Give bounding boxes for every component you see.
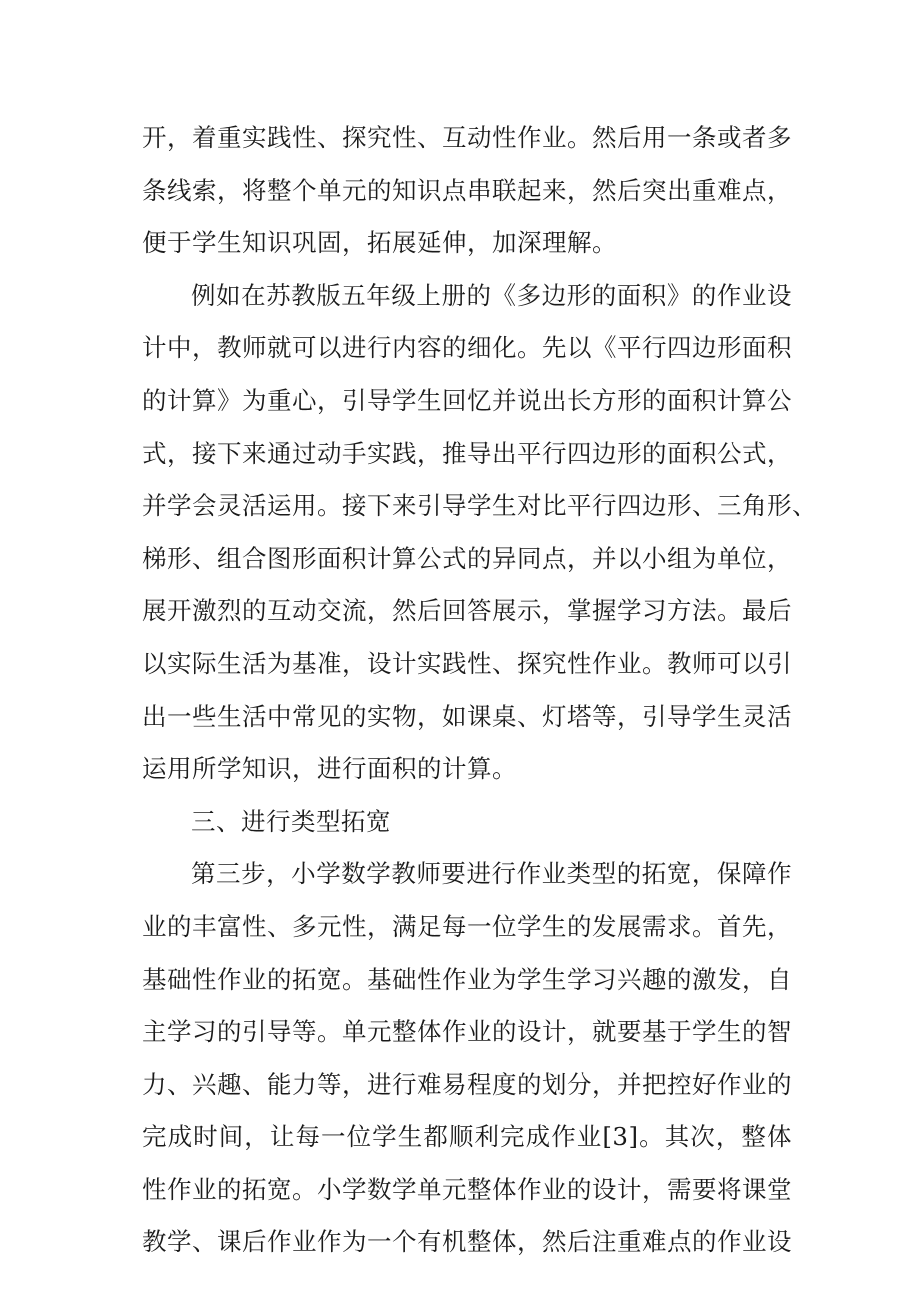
section-heading xyxy=(142,796,792,849)
text-line: 例如在苏教版五年级上册的《多边形的面积》的作业设 xyxy=(191,280,792,310)
text-line: 条线索，将整个单元的知识点串联起来，然后突出重难点， xyxy=(142,175,792,205)
text-line: 教学、课后作业作为一个有机整体，然后注重难点的作业设 xyxy=(142,1227,792,1257)
text-line: 力、兴趣、能力等，进行难易程度的划分，并把控好作业的 xyxy=(142,1069,792,1099)
paragraph-step-three xyxy=(142,848,792,1269)
text-line: 业的丰富性、多元性，满足每一位学生的发展需求。首先， xyxy=(142,911,792,941)
text-line: 开，着重实践性、探究性、互动性作业。然后用一条或者多 xyxy=(142,123,792,152)
text-line: 第三步，小学数学教师要进行作业类型的拓宽，保障作 xyxy=(191,859,792,889)
text-line: 并学会灵活运用。接下来引导学生对比平行四边形、三角形、 xyxy=(142,491,817,521)
document-body xyxy=(142,112,817,1269)
section-heading-text: 三、进行类型拓宽 xyxy=(191,806,391,836)
paragraph-continuation xyxy=(142,112,792,270)
text-line: 基础性作业的拓宽。基础性作业为学生学习兴趣的激发，自 xyxy=(142,964,792,994)
text-line: 梯形、组合图形面积计算公式的异同点，并以小组为单位， xyxy=(142,543,792,573)
text-line: 式，接下来通过动手实践，推导出平行四边形的面积公式， xyxy=(142,438,792,468)
paragraph-example xyxy=(142,270,817,796)
text-line: 便于学生知识巩固，拓展延伸，加深理解。 xyxy=(142,228,617,258)
text-line: 出一些生活中常见的实物，如课桌、灯塔等，引导学生灵活 xyxy=(142,701,792,731)
text-line: 以实际生活为基准，设计实践性、探究性作业。教师可以引 xyxy=(142,648,792,678)
text-line: 主学习的引导等。单元整体作业的设计，就要基于学生的智 xyxy=(142,1017,792,1047)
text-line: 计中，教师就可以进行内容的细化。先以《平行四边形面积 xyxy=(142,333,792,363)
text-line: 完成时间，让每一位学生都顺利完成作业[3]。其次，整体 xyxy=(142,1122,792,1152)
text-line: 运用所学知识，进行面积的计算。 xyxy=(142,754,517,784)
text-line: 展开激烈的互动交流，然后回答展示，掌握学习方法。最后 xyxy=(142,596,792,626)
text-line: 的计算》为重心，引导学生回忆并说出长方形的面积计算公 xyxy=(142,385,792,415)
text-line: 性作业的拓宽。小学数学单元整体作业的设计，需要将课堂 xyxy=(142,1174,792,1204)
